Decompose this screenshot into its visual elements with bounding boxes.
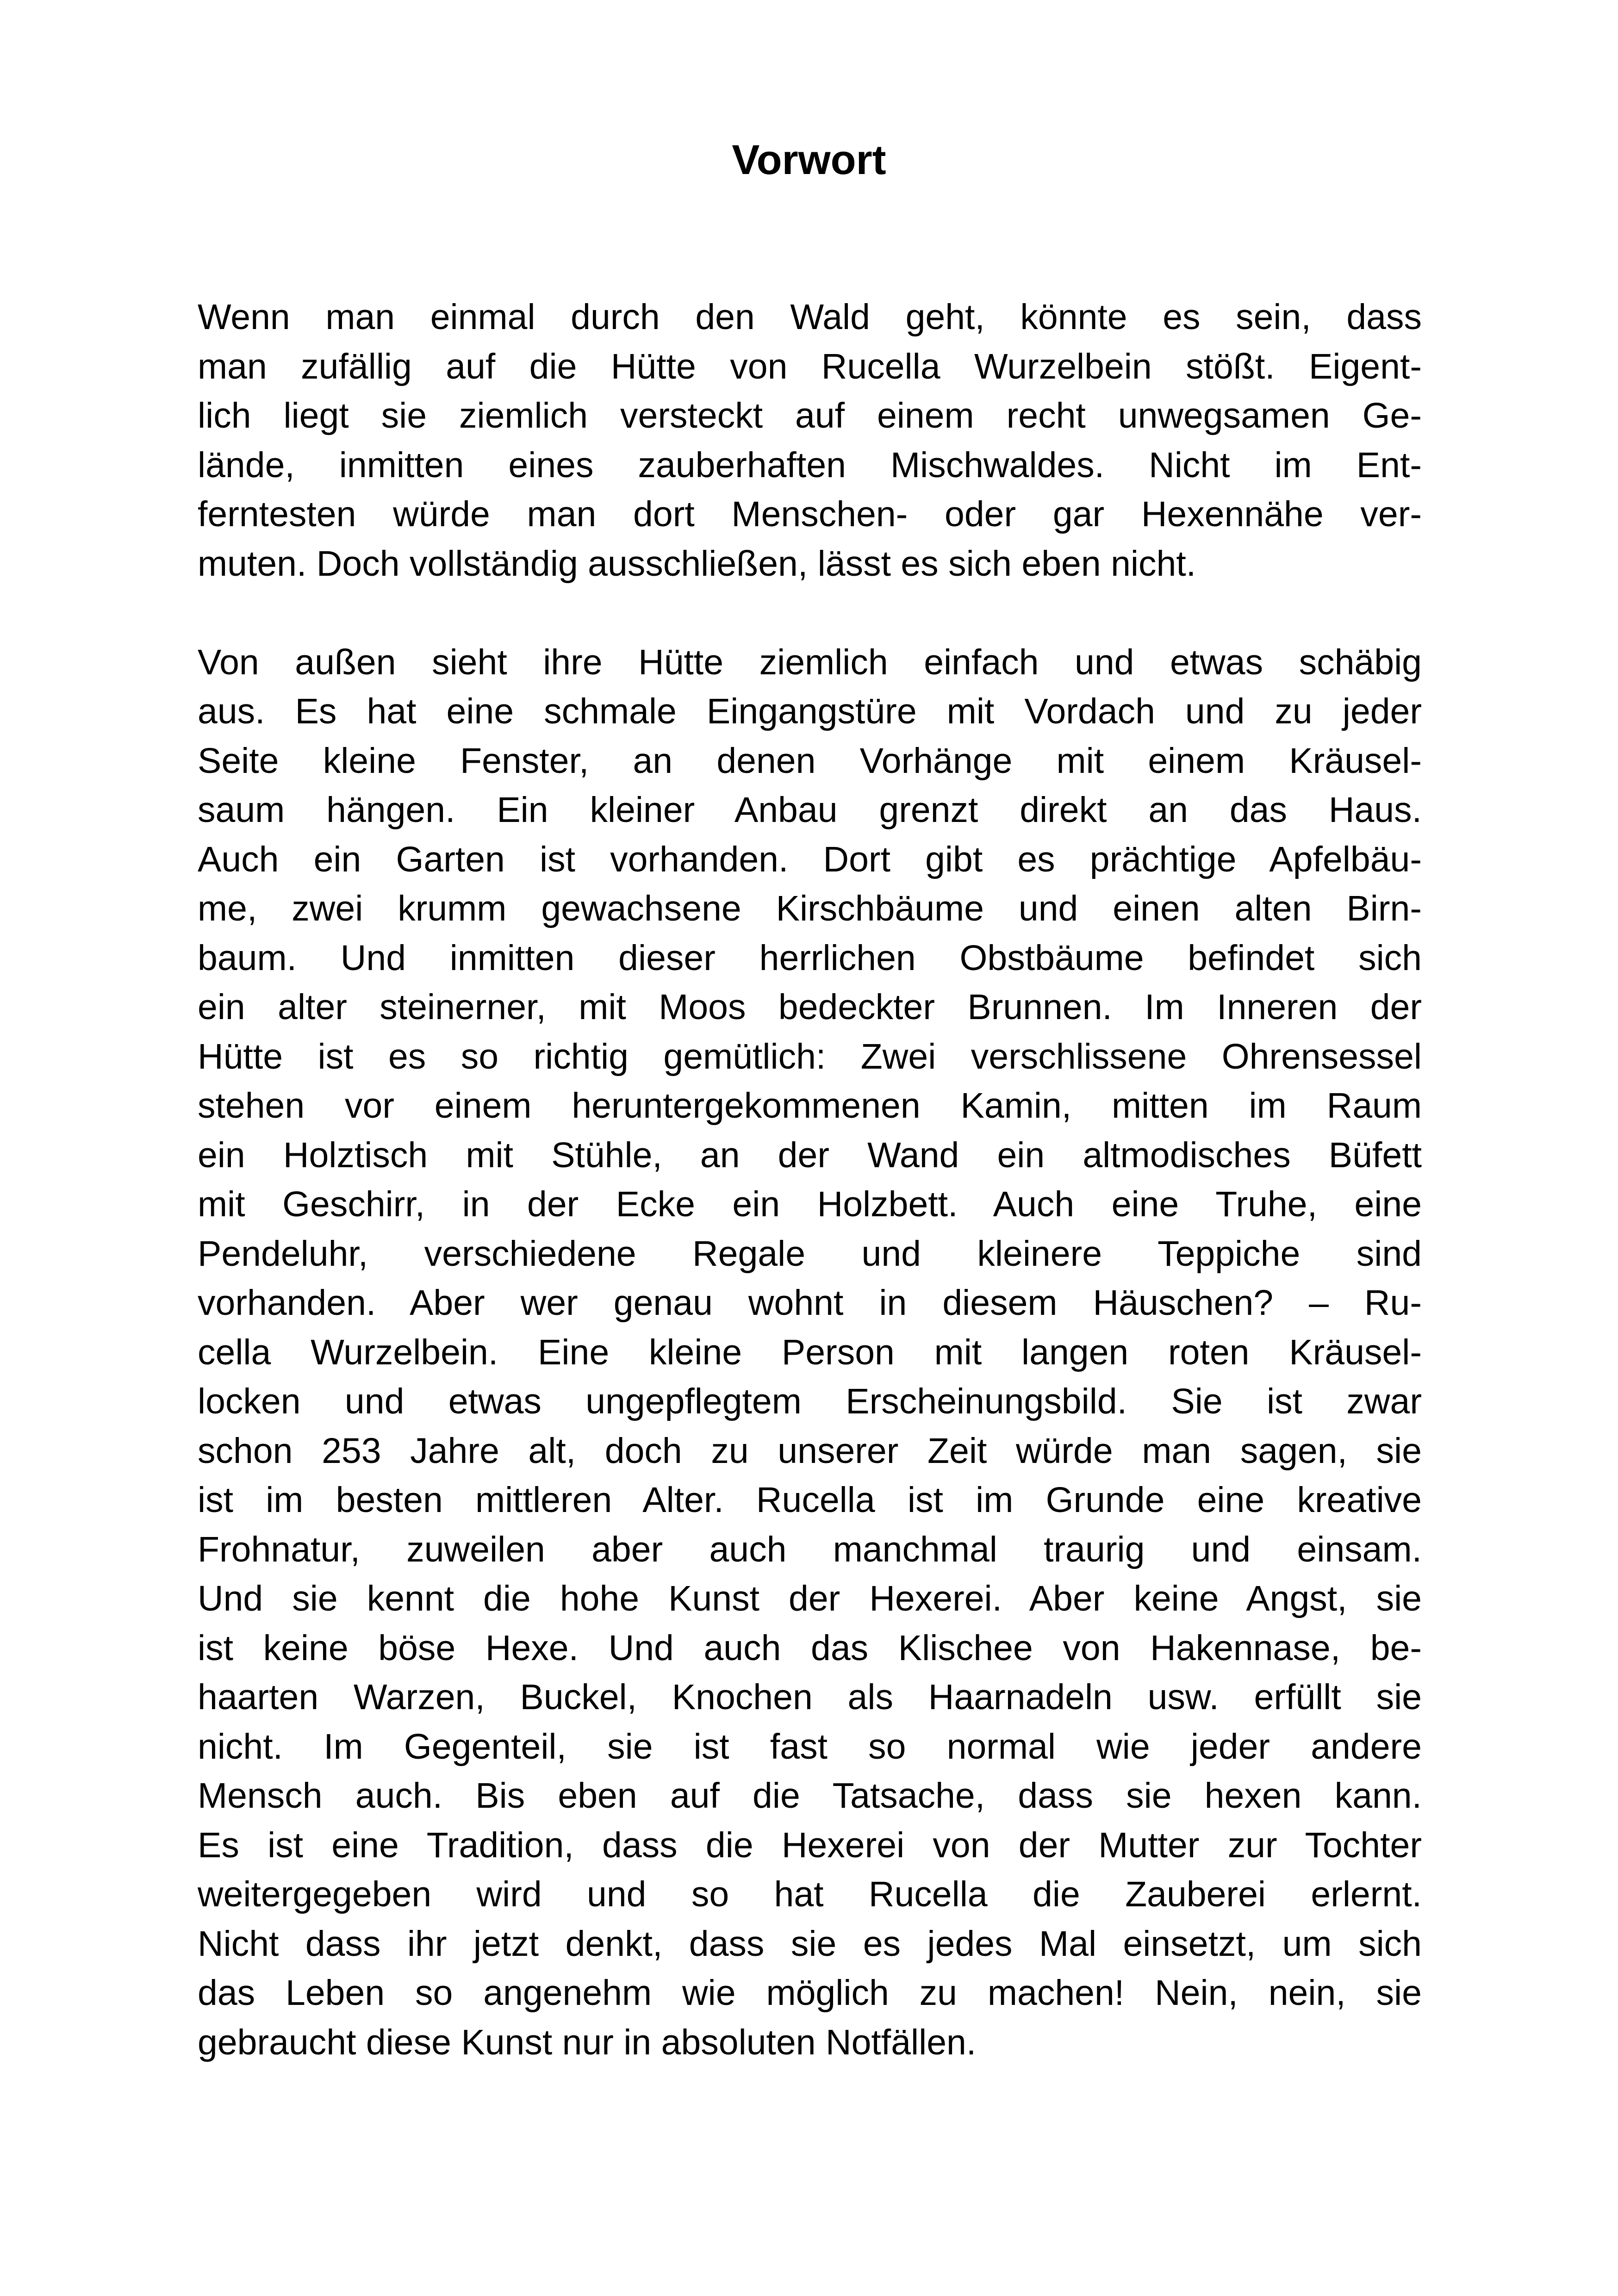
text-line: haarten Warzen, Buckel, Knochen als Haarnadeln usw. erfüllt sie [198,1677,1422,1717]
text-line: Seite kleine Fenster, an denen Vorhänge mit einem Kräusel- [198,740,1422,781]
text-line: ist keine böse Hexe. Und auch das Klischee von Hakennase, be- [198,1628,1422,1668]
text-line: ein alter steinerner, mit Moos bedeckter Brunnen. Im Inneren der [198,987,1422,1027]
paragraph-2 [198,638,1422,2067]
text-line: baum. Und inmitten dieser herrlichen Obstbäume befindet sich [198,938,1422,978]
page-title: Vorwort [732,137,886,183]
text-line: locken und etwas ungepflegtem Erscheinungsbild. Sie ist zwar [198,1381,1422,1421]
text-line: Und sie kennt die hohe Kunst der Hexerei. Aber keine Angst, sie [198,1579,1422,1618]
text-line: Es ist eine Tradition, dass die Hexerei von der Mutter zur Tochter [198,1825,1422,1865]
text-line: cella Wurzelbein. Eine kleine Person mit langen roten Kräusel- [198,1332,1422,1372]
text-line: Mensch auch. Bis eben auf die Tatsache, dass sie hexen kann. [198,1776,1422,1816]
text-line: Von außen sieht ihre Hütte ziemlich einfach und etwas schäbig [198,642,1422,682]
text-line: aus. Es hat eine schmale Eingangstüre mit Vordach und zu jeder [198,691,1422,731]
paragraph-1 [198,292,1422,588]
text-line: ist im besten mittleren Alter. Rucella ist im Grunde eine kreative [198,1480,1422,1520]
text-line: weitergegeben wird und so hat Rucella die Zauberei erlernt. [198,1874,1422,1914]
text-line: Wenn man einmal durch den Wald geht, könnte es sein, dass [198,297,1422,337]
text-line: Frohnatur, zuweilen aber auch manchmal traurig und einsam. [198,1529,1422,1569]
text-line: Nicht dass ihr jetzt denkt, dass sie es jedes Mal einsetzt, um sich [198,1923,1422,1964]
text-line: vorhanden. Aber wer genau wohnt in diesem Häuschen? – Ru- [198,1283,1422,1323]
text-line: Auch ein Garten ist vorhanden. Dort gibt es prächtige Apfelbäu- [198,839,1422,879]
text-line: mit Geschirr, in der Ecke ein Holzbett. Auch eine Truhe, eine [198,1184,1422,1224]
text-line: saum hängen. Ein kleiner Anbau grenzt direkt an das Haus. [198,790,1422,830]
paragraph-spacer [198,588,1422,638]
text-line: man zufällig auf die Hütte von Rucella Wurzelbein stößt. Eigent- [198,346,1422,386]
text-line: Pendeluhr, verschiedene Regale und kleinere Teppiche sind [198,1233,1422,1274]
text-line: ferntesten würde man dort Menschen- oder gar Hexennähe ver- [198,494,1422,534]
text-line: lich liegt sie ziemlich versteckt auf einem recht unwegsamen Ge- [198,396,1422,436]
text-line: stehen vor einem heruntergekommenen Kamin, mitten im Raum [198,1086,1422,1126]
text-line: ein Holztisch mit Stühle, an der Wand ein altmodisches Büfett [198,1135,1422,1175]
text-line: gebraucht diese Kunst nur in absoluten Notfällen. [198,2022,977,2062]
text-line: Hütte ist es so richtig gemütlich: Zwei verschlissene Ohrensessel [198,1036,1422,1076]
body-text [198,292,1422,2067]
text-line: das Leben so angenehm wie möglich zu machen! Nein, nein, sie [198,1973,1422,2013]
text-line: schon 253 Jahre alt, doch zu unserer Zeit würde man sagen, sie [198,1431,1422,1471]
text-line: lände, inmitten eines zauberhaften Mischwaldes. Nicht im Ent- [198,445,1422,485]
text-line: muten. Doch vollständig ausschließen, lässt es sich eben nicht. [198,543,1196,584]
text-line: nicht. Im Gegenteil, sie ist fast so normal wie jeder andere [198,1726,1422,1767]
text-line: me, zwei krumm gewachsene Kirschbäume und einen alten Birn- [198,889,1422,928]
